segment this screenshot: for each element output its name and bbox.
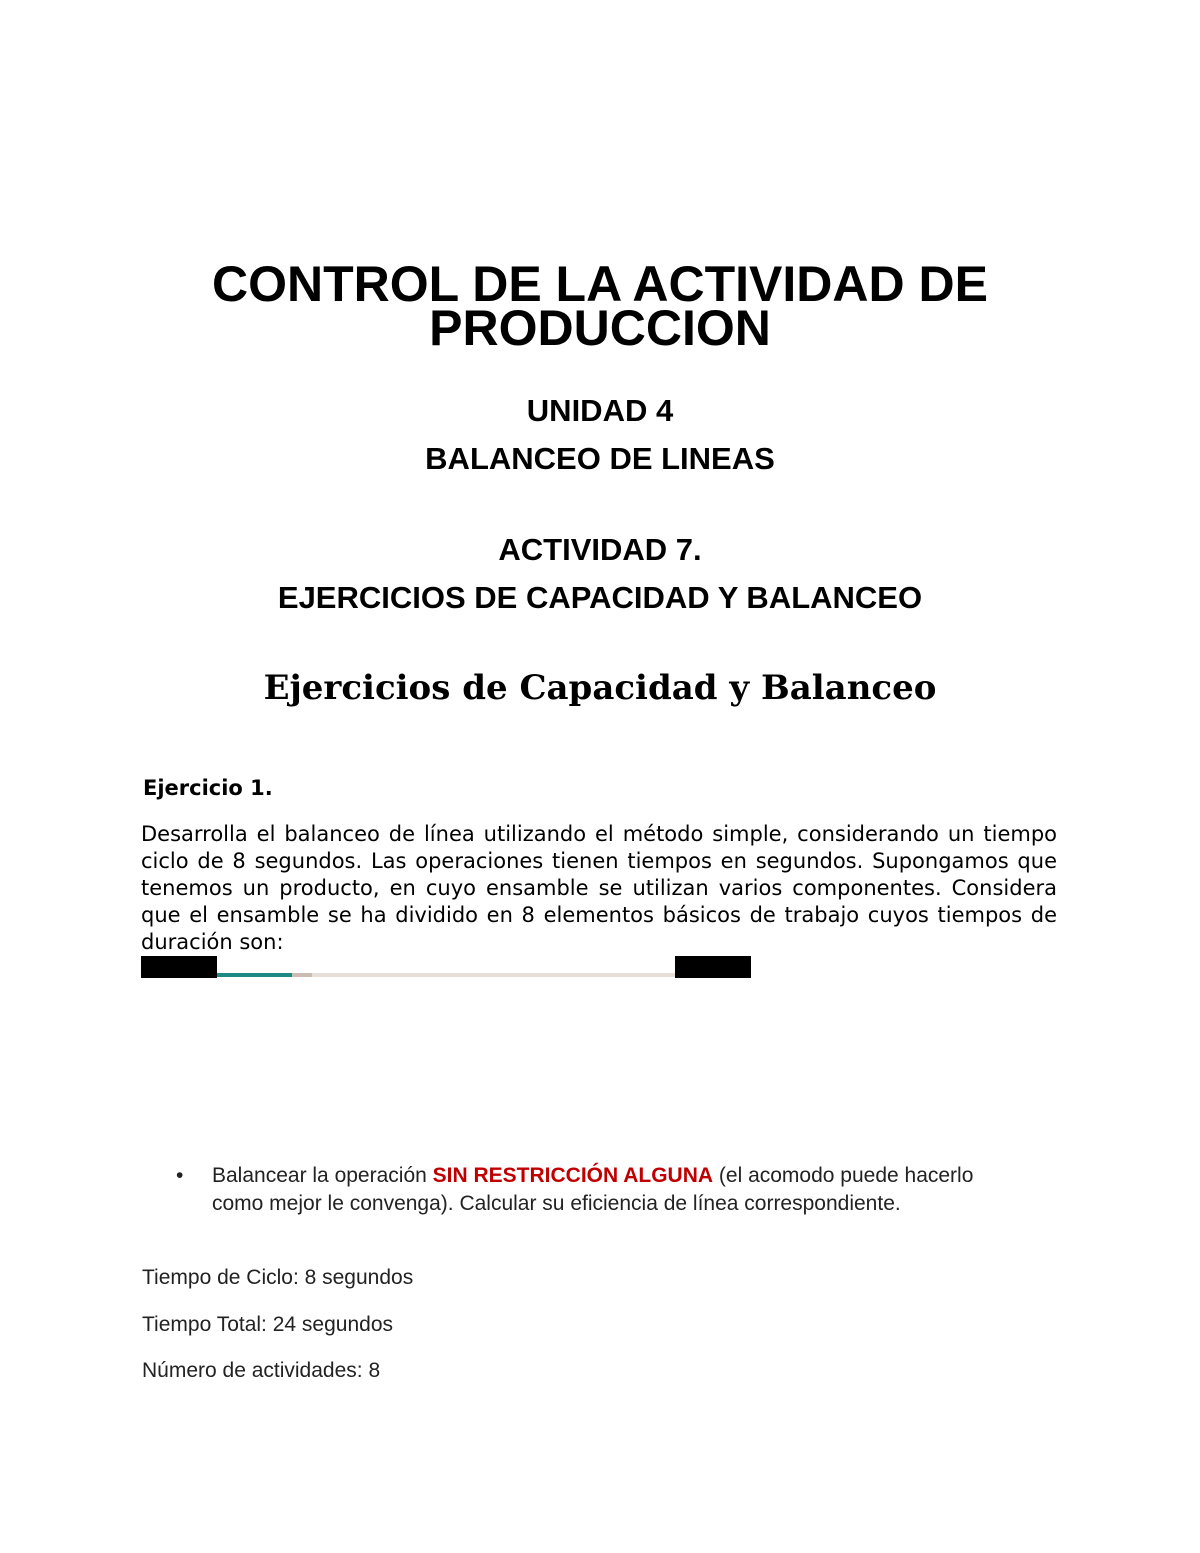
bullet-marker-icon: •: [176, 1164, 184, 1187]
main-title-line-2: PRODUCCION: [429, 300, 771, 356]
divider-black-block-left: [141, 956, 217, 978]
bullet-text-before: Balancear la operación: [212, 1164, 433, 1187]
divider-black-block-right: [675, 956, 751, 978]
cycle-time-line: Tiempo de Ciclo: 8 segundos: [142, 1266, 414, 1289]
unit-topic-heading: BALANCEO DE LINEAS: [425, 441, 775, 476]
unit-heading: UNIDAD 4: [526, 393, 674, 428]
activity-topic-heading: EJERCICIOS DE CAPACIDAD Y BALANCEO: [277, 580, 923, 615]
bullet-item: [176, 1162, 1016, 1218]
decorative-divider-bar: [141, 956, 751, 978]
total-time-line: Tiempo Total: 24 segundos: [142, 1313, 393, 1336]
section-title: Ejercicios de Capacidad y Balanceo: [263, 668, 937, 708]
bullet-text-after: (el acomodo puede hacerlo como mejor le convenga). Calcular su eficiencia de línea correspondiente.: [212, 1164, 974, 1215]
activity-count-line: Número de actividades: 8: [142, 1359, 381, 1382]
bullet-highlight: SIN RESTRICCIÓN ALGUNA: [432, 1164, 714, 1187]
exercise-description: Desarrolla el balanceo de línea utilizando el método simple, considerando un tiempo ciclo de 8 segundos. Las operaciones tienen tiempos en segundos. Supongamos que tenemos un producto, en cuyo ensamble se utilizan varios componentes. Considera que el ensamble se ha dividido en 8 elementos básicos de trabajo cuyos tiempos de duración son:: [141, 822, 1057, 954]
main-title: [0, 256, 1200, 356]
divider-grey-segment: [292, 973, 312, 977]
divider-light-segment: [312, 973, 675, 977]
main-title-line-1: CONTROL DE LA ACTIVIDAD DE: [212, 256, 988, 312]
activity-heading: ACTIVIDAD 7.: [498, 532, 702, 567]
exercise-label: Ejercicio 1.: [143, 776, 273, 800]
divider-teal-segment: [217, 973, 292, 977]
bullet-text: [212, 1162, 1012, 1218]
